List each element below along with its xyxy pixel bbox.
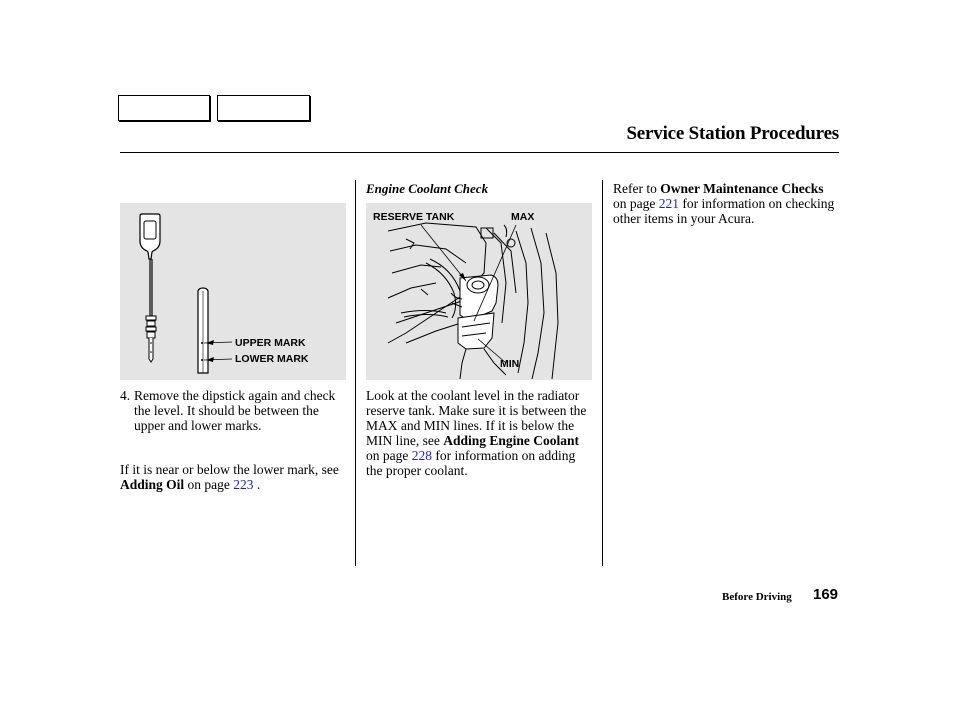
page-number: 169 [813,586,839,603]
footer-section-label: Before Driving [722,591,792,603]
page-link-221[interactable]: 221 [658,196,679,211]
coolant-tank-illustration [366,203,592,380]
oil-paragraph [120,462,346,492]
min-label: MIN [500,358,520,370]
maint-para-post: for information on checking other items in your Acura. [613,196,835,226]
coolant-figure [366,203,592,380]
coolant-para-mid: on page [366,448,412,463]
maint-para-mid: on page [613,196,659,211]
dipstick-illustration [120,203,346,380]
oil-para-post: . [253,477,261,492]
max-label: MAX [511,211,535,223]
header-rule [120,152,839,153]
dipstick-figure [120,203,346,380]
oil-para-mid: on page [184,477,234,492]
step-number: 4. [120,388,131,403]
page-title: Service Station Procedures [626,123,839,144]
adding-coolant-ref: Adding Engine Coolant [443,433,580,448]
section-heading: Engine Coolant Check [366,181,489,196]
lower-mark-label: LOWER MARK [235,353,309,365]
nav-button-1[interactable] [118,95,210,121]
upper-mark-label: UPPER MARK [235,337,306,349]
column-divider-2 [602,180,603,566]
adding-oil-ref: Adding Oil [120,477,185,492]
coolant-para-post: for information on adding the proper coolant. [366,448,576,478]
step-4 [120,388,346,433]
maint-para-pre: Refer to [613,181,661,196]
page-link-228[interactable]: 228 [411,448,432,463]
column-divider-1 [355,180,356,566]
oil-para-pre: If it is near or below the lower mark, see [120,462,339,477]
reserve-tank-label: RESERVE TANK [373,211,455,223]
page-link-223[interactable]: 223 [233,477,254,492]
owner-maintenance-ref: Owner Maintenance Checks [660,181,824,196]
maintenance-paragraph [613,181,839,226]
coolant-paragraph [366,388,594,478]
nav-button-2[interactable] [217,95,310,121]
step-text: Remove the dipstick again and check the level. It should be between the upper and lower marks. [134,388,336,433]
coolant-para-pre: Look at the coolant level in the radiator reserve tank. Make sure it is between the MAX and MIN lines. If it is below the MIN line, see [366,388,587,448]
